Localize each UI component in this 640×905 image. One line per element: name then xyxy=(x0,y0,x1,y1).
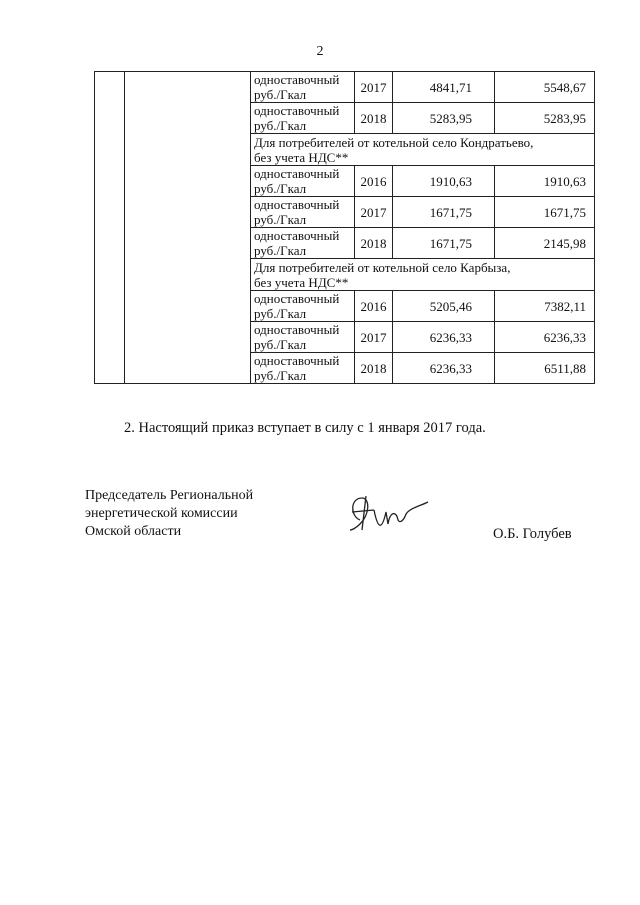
year-cell: 2017 xyxy=(355,197,393,228)
tariff-unit: руб./Гкал xyxy=(254,118,307,133)
tariff-value-second-half: 5283,95 xyxy=(495,103,595,134)
year-cell: 2016 xyxy=(355,291,393,322)
consumer-group-heading xyxy=(251,134,595,166)
tariff-type: одноставочный xyxy=(254,228,340,243)
year-cell: 2018 xyxy=(355,353,393,384)
tariff-type-cell xyxy=(251,72,355,103)
tariff-value-first-half: 6236,33 xyxy=(393,353,495,384)
year-cell: 2018 xyxy=(355,228,393,259)
tariff-type-cell xyxy=(251,197,355,228)
tariff-type-cell xyxy=(251,166,355,197)
tariff-type: одноставочный xyxy=(254,166,340,181)
empty-description-column xyxy=(125,72,251,384)
position-line: энергетической комиссии xyxy=(85,506,238,521)
tariff-value-second-half: 1910,63 xyxy=(495,166,595,197)
year-cell: 2016 xyxy=(355,166,393,197)
tariff-value-second-half: 6511,88 xyxy=(495,353,595,384)
tariff-unit: руб./Гкал xyxy=(254,87,307,102)
tariff-type: одноставочный xyxy=(254,72,340,87)
tariff-type: одноставочный xyxy=(254,103,340,118)
year-cell: 2017 xyxy=(355,72,393,103)
tariff-value-second-half: 2145,98 xyxy=(495,228,595,259)
tariff-unit: руб./Гкал xyxy=(254,306,307,321)
tariff-type: одноставочный xyxy=(254,197,340,212)
tariff-value-second-half: 6236,33 xyxy=(495,322,595,353)
group-line: Для потребителей от котельной село Карбыза, xyxy=(254,259,511,275)
tariff-value-second-half: 5548,67 xyxy=(495,72,595,103)
tariff-type-cell xyxy=(251,353,355,384)
signatory-position xyxy=(85,487,253,541)
tariff-unit: руб./Гкал xyxy=(254,337,307,352)
tariff-value-second-half: 1671,75 xyxy=(495,197,595,228)
handwritten-signature xyxy=(344,490,434,540)
tariff-type: одноставочный xyxy=(254,353,340,368)
order-paragraph: 2. Настоящий приказ вступает в силу с 1 января 2017 года. xyxy=(124,420,486,436)
tariff-value-first-half: 4841,71 xyxy=(393,72,495,103)
table-row xyxy=(95,72,595,103)
position-line: Председатель Региональной xyxy=(85,488,254,503)
consumer-group-heading xyxy=(251,259,595,291)
tariff-unit: руб./Гкал xyxy=(254,368,307,383)
empty-number-column xyxy=(95,72,125,384)
group-line: без учета НДС** xyxy=(254,149,349,165)
tariff-type-cell xyxy=(251,228,355,259)
year-cell: 2018 xyxy=(355,103,393,134)
tariff-value-first-half: 1671,75 xyxy=(393,197,495,228)
position-line: Омской области xyxy=(85,524,182,539)
tariff-unit: руб./Гкал xyxy=(254,181,307,196)
tariff-type-cell xyxy=(251,322,355,353)
tariff-value-first-half: 6236,33 xyxy=(393,322,495,353)
tariff-type-cell xyxy=(251,291,355,322)
tariff-value-first-half: 1910,63 xyxy=(393,166,495,197)
tariff-table xyxy=(94,71,595,384)
tariff-type-cell xyxy=(251,103,355,134)
tariff-type: одноставочный xyxy=(254,291,340,306)
tariff-unit: руб./Гкал xyxy=(254,212,307,227)
tariff-value-first-half: 5205,46 xyxy=(393,291,495,322)
signer-name: О.Б. Голубев xyxy=(493,526,572,542)
tariff-value-first-half: 5283,95 xyxy=(393,103,495,134)
tariff-value-first-half: 1671,75 xyxy=(393,228,495,259)
tariff-unit: руб./Гкал xyxy=(254,243,307,258)
group-line: без учета НДС** xyxy=(254,274,349,290)
tariff-value-second-half: 7382,11 xyxy=(495,291,595,322)
group-line: Для потребителей от котельной село Кондратьево, xyxy=(254,134,534,150)
tariff-type: одноставочный xyxy=(254,322,340,337)
year-cell: 2017 xyxy=(355,322,393,353)
page-number: 2 xyxy=(316,44,324,59)
